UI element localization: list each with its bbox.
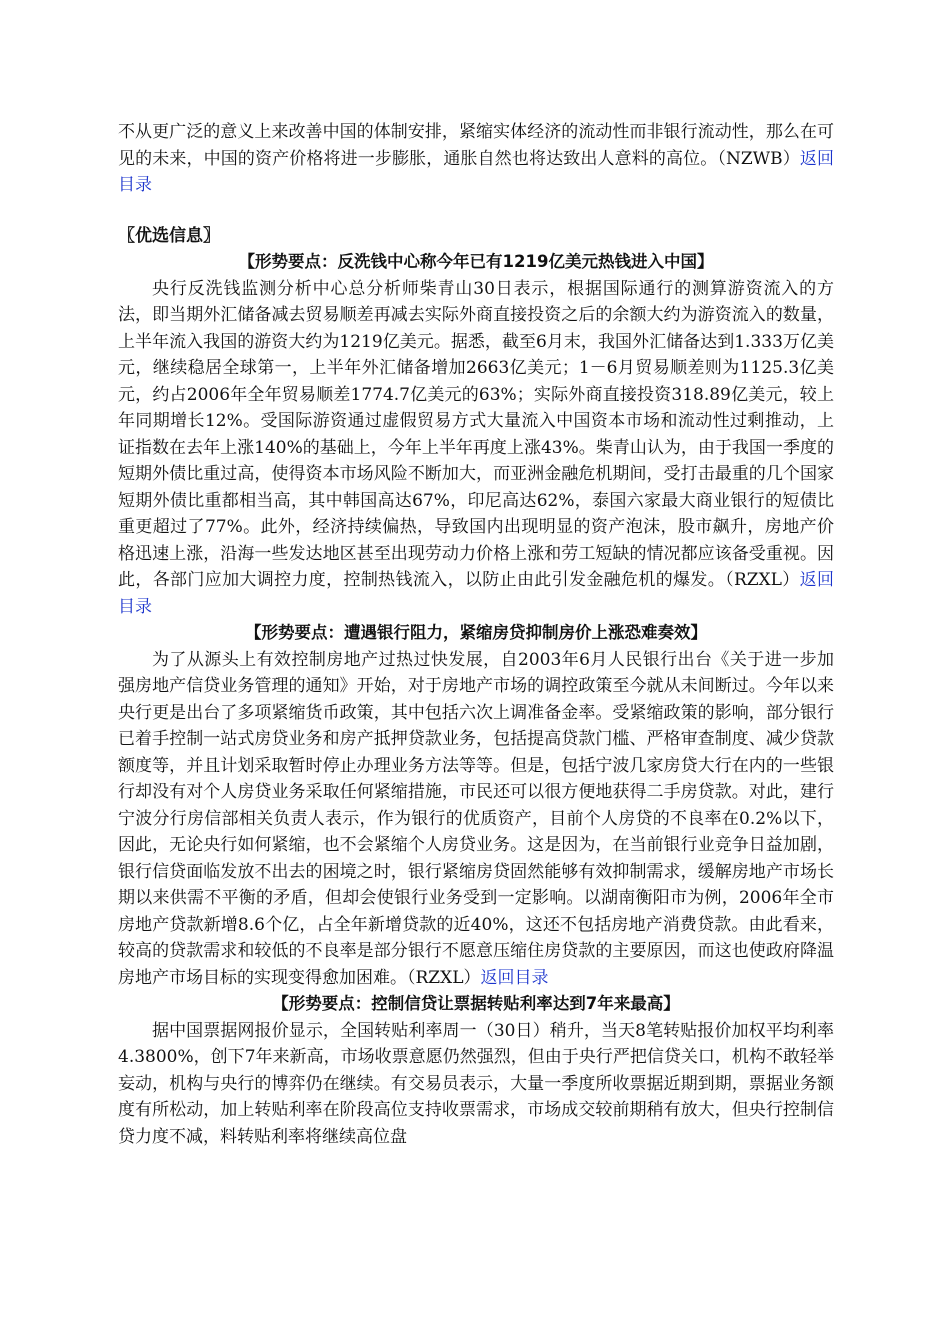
article-body: 央行反洗钱监测分析中心总分析师柴青山30日表示，根据国际通行的测算游资流入的方法，即当期外汇储备减去贸易顺差再减去实际外商直接投资之后的余额大约为游资流入的数量，上半年流入我国的游资大约为1219亿美元。据悉，截至6月末，我国外汇储备达到1.333万亿美元，继续稳居全球第一，上半年外汇储备增加2663亿美元；1－6月贸易顺差则为1125.3亿美元，约占2006年全年贸易顺差1774.7亿美元的63%；实际外商直接投资318.89亿美元，较上年同期增长12%。受国际游资通过虚假贸易方式大量流入中国资本市场和流动性过剩推动，上证指数在去年上涨140%的基础上，今年上半年再度上涨43%。柴青山认为，由于我国一季度的短期外债比重过高，使得资本市场风险不断加大，而亚洲金融危机期间，受打击最重的几个国家短期外债比重都相当高，其中韩国高达67%，印尼高达62%，泰国六家最大商业银行的短债比重更超过了77%。此外，经济持续偏热，导致国内出现明显的资产泡沫，股市飙升，房地产价格迅速上涨，沿海一些发达地区甚至出现劳动力价格上涨和劳工短缺的情况都应该备受重视。因此，各部门应加大调控力度，控制热钱流入，以防止由此引发金融危机的爆发。（RZXL） — [118, 278, 834, 590]
intro-paragraph — [118, 119, 834, 199]
intro-text: 不从更广泛的意义上来改善中国的体制安排，紧缩实体经济的流动性而非银行流动性，那么在可见的未来，中国的资产价格将进一步膨胀，通胀自然也将达致出人意料的高位。（NZWB） — [118, 122, 834, 169]
article-body: 据中国票据网报价显示，全国转贴利率周一（30日）稍升，当天8笔转贴报价加权平均利率4.3800%，创下7年来新高，市场收票意愿仍然强烈，但由于央行严把信贷关口，机构不敢轻举妄动，机构与央行的博弈仍在继续。有交易员表示，大量一季度所收票据近期到期，票据业务额度有所松动，加上转贴利率在阶段高位支持收票需求，市场成交较前期稍有放大，但央行控制信贷力度不减，料转贴利率将继续高位盘 — [118, 1020, 834, 1147]
section-label: 〖优选信息〗 — [118, 225, 220, 246]
return-to-contents-link[interactable]: 返回目录 — [480, 967, 549, 988]
article-body: 为了从源头上有效控制房地产过热过快发展，自2003年6月人民银行出台《关于进一步加强房地产信贷业务管理的通知》开始，对于房地产市场的调控政策至今就从未间断过。今年以来央行更是出台了多项紧缩货币政策，其中包括六次上调准备金率。受紧缩政策的影响，部分银行已着手控制一站式房贷业务和房产抵押贷款业务，包括提高贷款门槛、严格审查制度、减少贷款额度等，并且计划采取暂时停止办理业务方法等等。但是，包括宁波几家房贷大行在内的一些银行却没有对个人房贷业务采取任何紧缩措施，市民还可以很方便地获得二手房贷款。对此，建行宁波分行房信部相关负责人表示，作为银行的优质资产，目前个人房贷的不良率在0.2%以下，因此，无论央行如何紧缩，也不会紧缩个人房贷业务。这是因为，在当前银行业竞争日益加剧，银行信贷面临发放不出去的困境之时，银行紧缩房贷固然能够有效抑制需求，缓解房地产市场长期以来供需不平衡的矛盾，但却会使银行业务受到一定影响。以湖南衡阳市为例，2006年全市房地产贷款新增8.6个亿，占全年新增贷款的近40%，这还不包括房地产消费贷款。由此看来，较高的贷款需求和较低的不良率是部分银行不愿意压缩住房贷款的主要原因，而这也使政府降温房地产市场目标的实现变得愈加困难。（RZXL） — [118, 649, 834, 988]
article-headline: 【形势要点：遭遇银行阻力，紧缩房贷抑制房价上涨恐难奏效】 — [245, 623, 707, 642]
article-paragraph — [118, 276, 834, 621]
article-headline: 【形势要点：控制信贷让票据转贴利率达到7年来最高】 — [272, 994, 680, 1013]
return-to-contents-link[interactable]: 返回目录 — [118, 148, 834, 195]
article-paragraph — [118, 647, 834, 992]
document-page — [118, 119, 834, 1150]
article-paragraph — [118, 1018, 834, 1151]
article-headline: 【形势要点：反洗钱中心称今年已有1219亿美元热钱进入中国】 — [238, 252, 714, 271]
return-to-contents-link[interactable]: 返回目录 — [118, 570, 834, 617]
